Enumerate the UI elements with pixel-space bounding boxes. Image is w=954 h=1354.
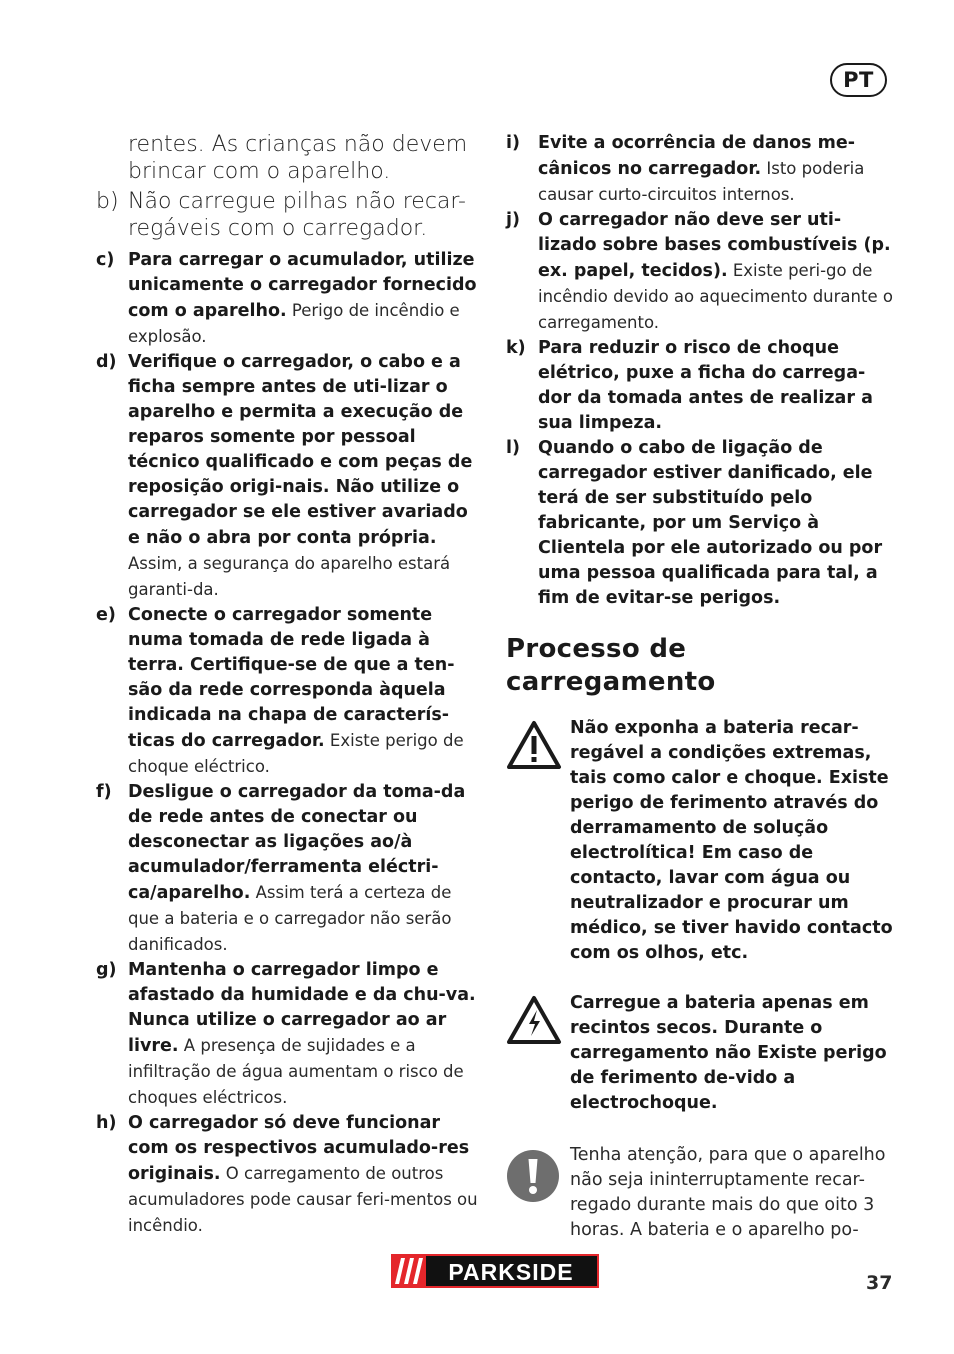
- normal-text: Assim, a segurança do aparelho estará garanti-da.: [128, 554, 451, 599]
- bold-text: Para reduzir o risco de choque elétrico, puxe a ficha do carrega-dor da tomada antes de realizar a sua limpeza.: [538, 338, 873, 433]
- bold-text: Evite a ocorrência de danos me-cânicos no carregador.: [538, 133, 856, 179]
- list-label: i): [506, 133, 520, 153]
- list-item-j: [506, 208, 898, 336]
- warning-block-2: [506, 991, 898, 1116]
- list-label: e): [96, 605, 116, 625]
- list-item-g: [96, 958, 482, 1111]
- warning-block-1: [506, 716, 898, 966]
- normal-text: Existe peri-go de incêndio devido ao aquecimento durante o carregamento.: [538, 261, 893, 332]
- left-column: [96, 131, 482, 1239]
- normal-text: O carregamento de outros acumuladores pode causar feri-mentos ou incêndio.: [128, 1164, 478, 1235]
- bold-text: O carregador não deve ser uti-lizado sobre bases combustíveis (p. ex. papel, tecidos).: [538, 210, 891, 281]
- brand-name: PARKSIDE: [448, 1259, 574, 1285]
- bold-text: Conecte o carregador somente numa tomada de rede ligada à terra. Certifique-se de que a ten-são da rede corresponda àquela indicada na chapa de caracterís-ticas do carregador.: [128, 605, 455, 751]
- list-label: f): [96, 782, 112, 802]
- electric-shock-triangle-icon: [506, 995, 562, 1045]
- list-item-c: [96, 248, 482, 350]
- bold-text: O carregador só deve funcionar com os respectivos acumulado-res originais.: [128, 1113, 470, 1184]
- warning-text: Não exponha a bateria recar-regável a condições extremas, tais como calor e choque. Existe perigo de ferimento através do derramamento de solução electrolítica! Em caso de contacto, lavar com água ou neutralizador e procurar um médico, se tiver havido contacto com os olhos, etc.: [570, 718, 893, 963]
- list-text: Não carregue pilhas não recar-regáveis com o carregador.: [128, 189, 466, 241]
- list-item-k: [506, 336, 898, 436]
- list-item-l: [506, 436, 898, 611]
- list-item-e: [96, 603, 482, 780]
- section-title: Processo de carregamento: [506, 634, 716, 697]
- list-item-f: [96, 780, 482, 958]
- continued-text: rentes. As crianças não devem brincar com o aparelho.: [128, 132, 468, 184]
- list-item-b: [96, 188, 482, 242]
- bold-text: Mantenha o carregador limpo e afastado da humidade e da chu-va. Nunca utilize o carregador ao ar livre.: [128, 960, 476, 1056]
- list-label: d): [96, 352, 117, 372]
- normal-text: Assim terá a certeza de que a bateria e o carregador não serão danificados.: [128, 883, 452, 954]
- bold-text: Desligue o carregador da toma-da de rede antes de conectar ou desconectar as ligações ao/à acumulador/ferramenta eléctri-ca/aparelho.: [128, 782, 466, 903]
- bold-text: Para carregar o acumulador, utilize unicamente o carregador fornecido com o aparelho.: [128, 250, 477, 321]
- right-column: [506, 131, 898, 1243]
- list-item-h: [96, 1111, 482, 1239]
- parkside-logo: [391, 1254, 599, 1288]
- bold-text: Quando o cabo de ligação de carregador estiver danificado, ele terá de ser substituído pelo fabricante, por um Serviço à Clientela por ele autorizado ou por uma pessoa qualificada para tal, a fim de evitar-se perigos.: [538, 438, 883, 608]
- bold-text: Verifique o carregador, o cabo e a ficha sempre antes de uti-lizar o aparelho e permita a execução de reparos somente por pessoal técnico qualificado e com peças de reposição origi-nais. Não utilize o carregador se ele estiver avariado e não o abra por conta própria.: [128, 352, 473, 548]
- normal-text: A presença de sujidades e a infiltração de água aumentam o risco de choques eléctricos.: [128, 1036, 464, 1107]
- normal-text: Perigo de incêndio e explosão.: [128, 301, 460, 346]
- exclamation-circle-icon: [506, 1149, 560, 1203]
- list-item-d: [96, 350, 482, 603]
- list-label: h): [96, 1113, 117, 1133]
- warning-triangle-icon: [506, 720, 562, 770]
- list-label: g): [96, 960, 117, 980]
- list-item-i: [506, 131, 898, 208]
- list-label: b): [96, 189, 119, 214]
- list-label: j): [506, 210, 520, 230]
- normal-text: Isto poderia causar curto-circuitos internos.: [538, 159, 865, 204]
- notice-block: [506, 1143, 898, 1243]
- list-label: k): [506, 338, 526, 358]
- notice-text: Tenha atenção, para que o aparelho não seja ininterruptamente recar-regado durante mais do que oito 3 horas. A bateria e o aparelho po-: [570, 1145, 886, 1240]
- normal-text: Existe perigo de choque eléctrico.: [128, 731, 464, 776]
- list-label: l): [506, 438, 520, 458]
- page-number: 37: [866, 1272, 893, 1294]
- list-label: c): [96, 250, 115, 270]
- language-badge: PT: [830, 63, 887, 97]
- warning-text: Carregue a bateria apenas em recintos secos. Durante o carregamento não Existe perigo de ferimento de-vido a electrochoque.: [570, 993, 887, 1113]
